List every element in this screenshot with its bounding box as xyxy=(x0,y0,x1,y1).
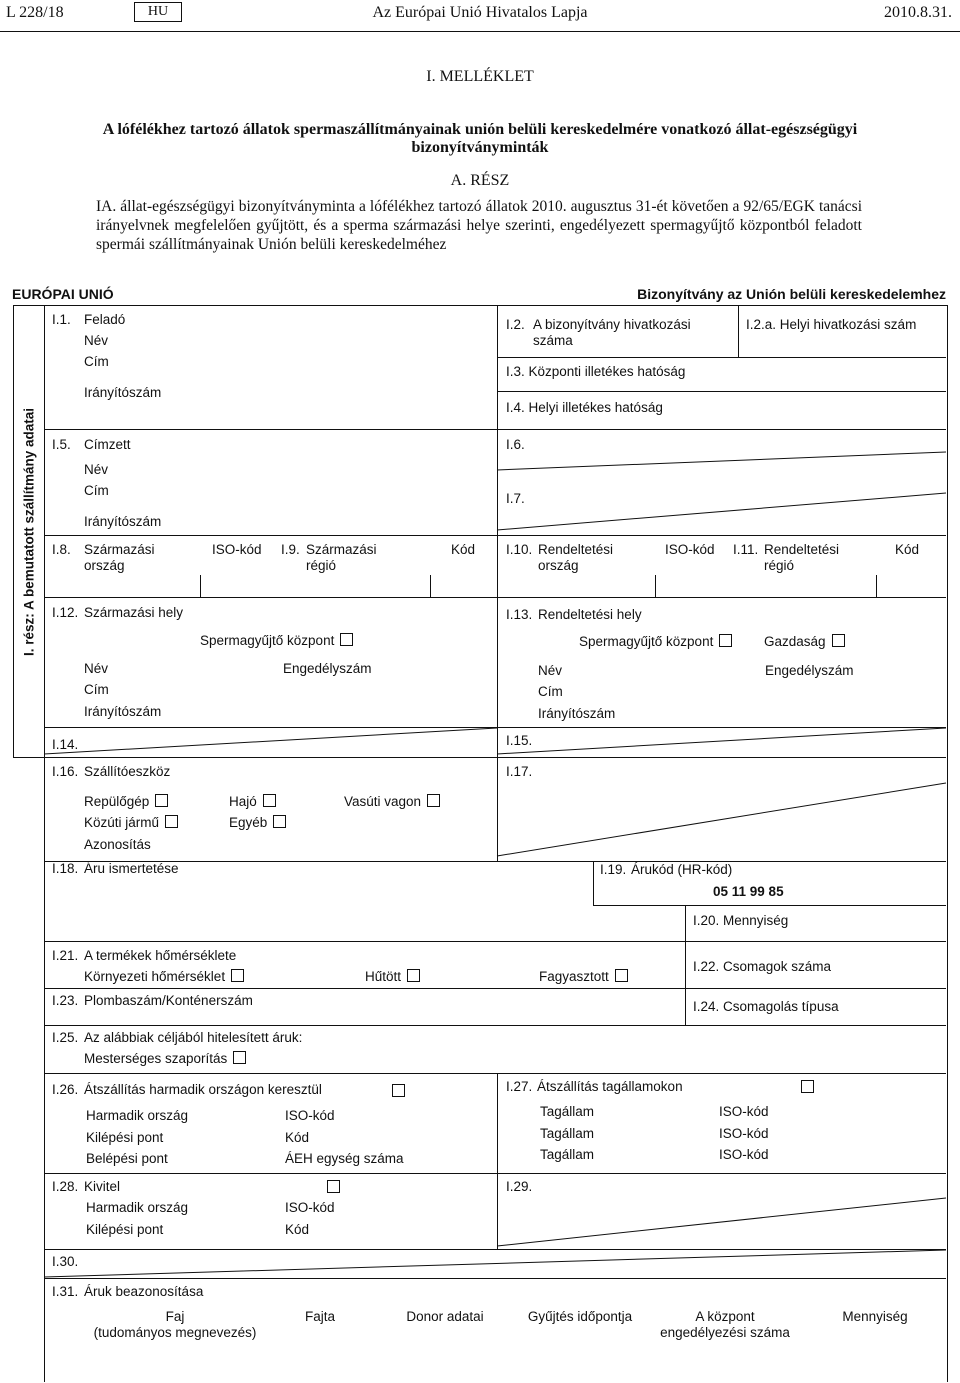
part-title: A. RÉSZ xyxy=(450,172,510,189)
destination-address-label[interactable]: Cím xyxy=(538,684,563,699)
field-num-13: I.13. xyxy=(506,607,533,622)
field-num-28: I.28. xyxy=(52,1179,79,1194)
transit-country-label[interactable]: Harmadik ország xyxy=(86,1108,189,1123)
purpose-ai-label: Mesterséges szaporítás xyxy=(84,1051,228,1066)
intro-paragraph: IA. állat-egészségügyi bizonyítványminta a lófélékhez tartozó állatok 2010. augusztus 31-ét követően a 92/65/EGK tanácsi irányelvnek megfelelően gyűjtött, és a sperma származási helye szerinti, engedélyezett spermagyűjtő központból feladott spermái szállítmányainak Unión belüli kereskedelméhez xyxy=(96,198,862,253)
col-donor: Donor adatai xyxy=(406,1309,484,1324)
transit-iso-label[interactable]: ISO-kód xyxy=(285,1108,335,1123)
field-15-label: I.15. xyxy=(506,733,533,748)
transit-code-label[interactable]: Kód xyxy=(285,1130,310,1145)
transport-rail-label: Vasúti vagon xyxy=(344,794,422,809)
col-species-sub: (tudományos megnevezés) xyxy=(93,1325,257,1340)
field-num-26: I.26. xyxy=(52,1082,79,1097)
col-species: Faj xyxy=(165,1309,185,1324)
origin-name-label[interactable]: Név xyxy=(84,661,109,676)
transport-identification-label[interactable]: Azonosítás xyxy=(84,837,151,852)
strike-line-6 xyxy=(497,452,946,470)
field-29-label: I.29. xyxy=(506,1179,533,1194)
commodity-code-label: Árukód (HR-kód) xyxy=(631,862,733,877)
journal-title: Az Európai Unió Hivatalos Lapja xyxy=(372,4,588,21)
field-num-25: I.25. xyxy=(52,1030,79,1045)
annex-title: I. MELLÉKLET xyxy=(426,68,534,85)
strike-line-17 xyxy=(497,783,946,856)
destination-region-label[interactable]: Rendeltetési xyxy=(764,542,840,557)
destination-name-label[interactable]: Név xyxy=(538,663,563,678)
sender-name-label[interactable]: Név xyxy=(84,333,109,348)
central-authority-label[interactable]: I.3. Központi illetékes hatóság xyxy=(506,364,686,379)
side-label: I. rész: A bemutatott szállítmány adatai xyxy=(21,407,37,657)
packaging-type-label[interactable]: I.24. Csomagolás típusa xyxy=(693,999,839,1014)
quantity-label[interactable]: I.20. Mennyiség xyxy=(693,913,789,928)
col-center: A központ xyxy=(695,1309,755,1324)
field-num-16: I.16. xyxy=(52,764,79,779)
destination-iso-label[interactable]: ISO-kód xyxy=(665,542,715,557)
temperature-title: A termékek hőmérséklete xyxy=(84,948,237,963)
field-14-label: I.14. xyxy=(52,737,79,752)
col-collection-date: Gyűjtés időpontja xyxy=(527,1309,633,1324)
goods-identification-title: Áruk beazonosítása xyxy=(84,1284,204,1299)
packages-count-label[interactable]: I.22. Csomagok száma xyxy=(693,959,832,974)
col-center-sub: engedélyezési száma xyxy=(660,1325,790,1340)
strike-line-15 xyxy=(497,728,946,754)
consignee-title: Címzett xyxy=(84,437,131,452)
field-num-10: I.10. xyxy=(506,542,533,557)
transit-ms3-label[interactable]: Tagállam xyxy=(540,1147,595,1162)
field-num-23: I.23. xyxy=(52,993,79,1008)
transport-plane-label: Repülőgép xyxy=(84,794,150,809)
transport-other-label: Egyéb xyxy=(229,815,268,830)
field-num-5: I.5. xyxy=(52,437,71,452)
field-num-11: I.11. xyxy=(733,542,759,557)
origin-region-label-2: régió xyxy=(306,558,337,573)
cert-reference-label[interactable]: A bizonyítvány hivatkozási xyxy=(533,317,691,332)
origin-country-label[interactable]: Származási xyxy=(84,542,155,557)
origin-postcode-label[interactable]: Irányítószám xyxy=(84,704,162,719)
origin-iso-label[interactable]: ISO-kód xyxy=(212,542,262,557)
annex-heading-line1: A lófélékhez tartozó állatok spermaszállítmányainak unión belüli kereskedelmére vonatkozó állat-egészségügyi xyxy=(102,121,858,138)
goods-purpose-title: Az alábbiak céljából hitelesített áruk: xyxy=(84,1030,303,1045)
destination-country-label-2: ország xyxy=(538,558,579,573)
destination-region-label-2: régió xyxy=(764,558,795,573)
seal-number-label[interactable]: Plombaszám/Konténerszám xyxy=(84,993,253,1008)
field-30-label: I.30. xyxy=(52,1254,79,1269)
consignee-postcode-label[interactable]: Irányítószám xyxy=(84,514,162,529)
field-6-label: I.6. xyxy=(506,437,525,452)
commodity-code-value: 05 11 99 85 xyxy=(713,884,784,899)
transit-ms2-label[interactable]: Tagállam xyxy=(540,1126,595,1141)
export-country-label[interactable]: Harmadik ország xyxy=(86,1200,189,1215)
destination-holding-label: Gazdaság xyxy=(764,634,826,649)
export-iso-label[interactable]: ISO-kód xyxy=(285,1200,335,1215)
field-7-label: I.7. xyxy=(506,491,525,506)
temp-ambient-label: Környezeti hőmérséklet xyxy=(84,969,226,984)
strike-line-30 xyxy=(44,1250,946,1277)
publication-date: 2010.8.31. xyxy=(884,4,952,21)
field-num-2: I.2. xyxy=(506,317,525,332)
destination-place-title: Rendeltetési hely xyxy=(538,607,642,622)
origin-place-title: Származási hely xyxy=(84,605,184,620)
consignee-address-label[interactable]: Cím xyxy=(84,483,109,498)
transit-ms3-iso-label[interactable]: ISO-kód xyxy=(719,1147,769,1162)
transit-ms2-iso-label[interactable]: ISO-kód xyxy=(719,1126,769,1141)
origin-country-label-2: ország xyxy=(84,558,125,573)
cert-reference-label-2: száma xyxy=(533,333,573,348)
transit-ms1-label[interactable]: Tagállam xyxy=(540,1104,595,1119)
consignee-name-label[interactable]: Név xyxy=(84,462,109,477)
transit-ms1-iso-label[interactable]: ISO-kód xyxy=(719,1104,769,1119)
field-num-19: I.19. xyxy=(600,862,627,877)
destination-postcode-label[interactable]: Irányítószám xyxy=(538,706,616,721)
sender-postcode-label[interactable]: Irányítószám xyxy=(84,385,162,400)
origin-address-label[interactable]: Cím xyxy=(84,682,109,697)
sender-title: Feladó xyxy=(84,312,126,327)
local-authority-label[interactable]: I.4. Helyi illetékes hatóság xyxy=(506,400,663,415)
destination-center-label: Spermagyűjtő központ xyxy=(579,634,714,649)
field-num-12: I.12. xyxy=(52,605,79,620)
field-num-18: I.18. xyxy=(52,861,79,876)
col-breed: Fajta xyxy=(304,1309,335,1324)
transport-road-label: Közúti jármű xyxy=(84,815,160,830)
origin-region-code-label[interactable]: Kód xyxy=(451,542,476,557)
certificate-label: Bizonyítvány az Unión belüli kereskedelemhez xyxy=(637,286,946,302)
transport-title: Szállítóeszköz xyxy=(84,764,171,779)
local-reference-label[interactable]: I.2.a. Helyi hivatkozási szám xyxy=(746,317,917,332)
transit-bip-label[interactable]: ÁEH egység száma xyxy=(285,1151,404,1166)
field-17-label: I.17. xyxy=(506,764,533,779)
page-reference: L 228/18 xyxy=(6,4,64,21)
temp-frozen-label: Fagyasztott xyxy=(539,969,609,984)
transit-entry-label[interactable]: Belépési pont xyxy=(86,1151,168,1166)
destination-country-label[interactable]: Rendeltetési xyxy=(538,542,614,557)
transit-ms-title: Átszállítás tagállamokon xyxy=(537,1079,683,1094)
sender-address-label[interactable]: Cím xyxy=(84,354,109,369)
origin-center-label: Spermagyűjtő központ xyxy=(200,633,335,648)
language-badge: HU xyxy=(134,2,182,22)
strike-line-29 xyxy=(497,1198,946,1246)
origin-region-label[interactable]: Származási xyxy=(306,542,377,557)
transit-third-country-title: Átszállítás harmadik országon keresztül xyxy=(84,1082,322,1097)
strike-line-14 xyxy=(44,728,497,754)
field-num-27: I.27. xyxy=(506,1079,533,1094)
goods-description-label[interactable]: Áru ismertetése xyxy=(84,861,179,876)
export-title: Kivitel xyxy=(84,1179,121,1194)
destination-region-code-label[interactable]: Kód xyxy=(895,542,920,557)
annex-heading-line2: bizonyítványminták xyxy=(411,139,549,156)
field-num-8: I.8. xyxy=(52,542,71,557)
transport-ship-label: Hajó xyxy=(229,794,257,809)
export-exit-label[interactable]: Kilépési pont xyxy=(86,1222,164,1237)
field-num-9: I.9. xyxy=(281,542,300,557)
transit-exit-label[interactable]: Kilépési pont xyxy=(86,1130,164,1145)
eu-label: EURÓPAI UNIÓ xyxy=(12,286,114,302)
temp-chilled-label: Hűtött xyxy=(365,969,402,984)
destination-approval-label[interactable]: Engedélyszám xyxy=(765,663,854,678)
strike-line-7 xyxy=(497,493,946,530)
field-num-21: I.21. xyxy=(52,948,79,963)
export-code-label[interactable]: Kód xyxy=(285,1222,310,1237)
origin-approval-label[interactable]: Engedélyszám xyxy=(283,661,372,676)
field-num-1: I.1. xyxy=(52,312,71,327)
col-quantity: Mennyiség xyxy=(842,1309,908,1324)
field-num-31: I.31. xyxy=(52,1284,79,1299)
